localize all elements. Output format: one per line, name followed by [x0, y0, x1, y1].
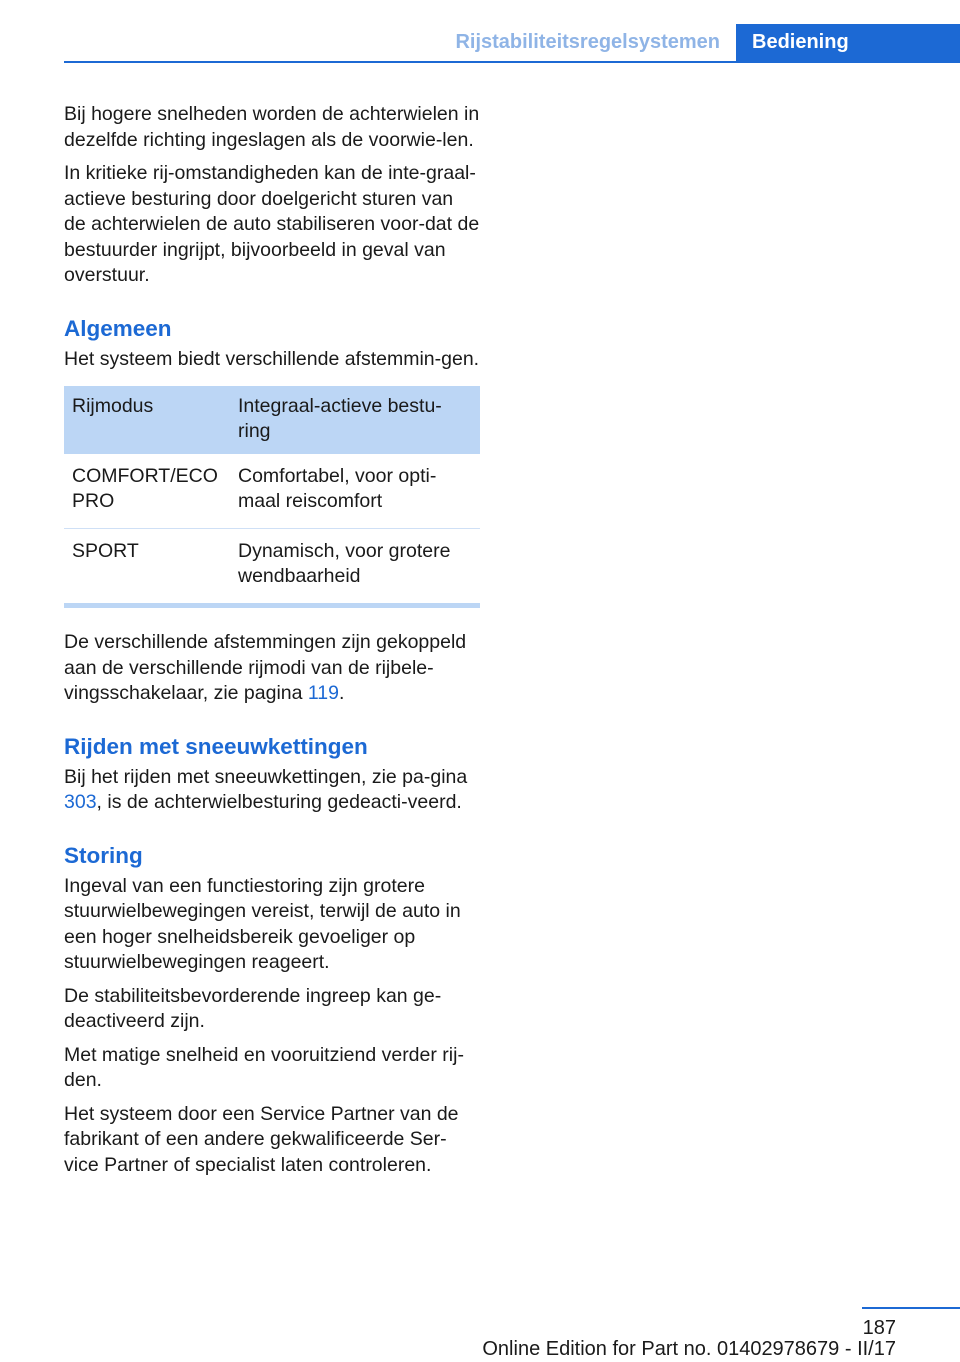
table-header-besturing: Integraal-actieve bestu-ring	[230, 386, 480, 454]
algemeen-paragraph-2-text: De verschillende afstemmingen zijn gekoppeld aan de verschillende rijmodi van de rijbele-vingsschakelaar, zie pagina	[64, 631, 467, 704]
storing-paragraph-1: Ingeval van een functiestoring zijn grotere stuurwielbewegingen vereist, terwijl de auto in een hoger snelheidsbereik gevoeliger op stuurwielbewegingen reageert.	[64, 874, 461, 973]
algemeen-paragraph-2	[64, 630, 480, 707]
sneeuw-paragraph-text: Bij het rijden met sneeuwkettingen, zie pa-gina	[64, 765, 468, 788]
page-link-119[interactable]: 119	[307, 682, 339, 704]
footer-rule	[862, 1307, 960, 1309]
storing-paragraph-2: De stabiliteitsbevorderende ingreep kan ge-deactiveerd zijn.	[64, 984, 442, 1032]
table-header-rijmodus: Rijmodus	[64, 386, 230, 454]
page-number: 187	[862, 1317, 896, 1339]
heading-algemeen: Algemeen	[64, 315, 172, 341]
algemeen-paragraph-1: Het systeem biedt verschillende afstemmin-gen.	[64, 347, 480, 370]
sneeuw-paragraph-end: , is de achterwielbesturing gedeacti-veerd.	[96, 791, 462, 813]
header-section-title: Rijstabiliteitsregelsystemen	[455, 31, 720, 53]
sneeuw-paragraph	[64, 765, 480, 816]
header-chapter-tab[interactable]: Bediening	[736, 24, 960, 61]
edition-note: Online Edition for Part no. 01402978679 - II/17	[482, 1338, 896, 1360]
page-header	[64, 24, 960, 63]
storing-paragraph-3: Met matige snelheid en vooruitziend verder rij-den.	[64, 1043, 464, 1091]
heading-sneeuwkettingen: Rijden met sneeuwkettingen	[64, 733, 368, 759]
intro-paragraph-2: In kritieke rij-omstandigheden kan de inte-graal-actieve besturing door doelgericht sturen van de achterwielen de auto stabiliseren voor-dat de bestuurder ingrijpt, bijvoorbeeld in geval van overstuur.	[64, 162, 480, 286]
driving-mode-table	[64, 386, 480, 608]
intro-paragraph-1: Bij hogere snelheden worden de achterwielen in dezelfde richting ingeslagen als de voorwie-len.	[64, 103, 480, 151]
table-cell-description: Dynamisch, voor grotere wendbaarheid	[230, 529, 480, 606]
table-row	[64, 529, 480, 606]
heading-storing: Storing	[64, 842, 143, 868]
page-content	[64, 102, 480, 1186]
table-cell-description: Comfortabel, voor opti-maal reiscomfort	[230, 454, 480, 529]
page-link-303[interactable]: 303	[64, 791, 97, 813]
table-header-row	[64, 386, 480, 454]
table-cell-mode: SPORT	[64, 529, 230, 606]
algemeen-paragraph-2-end: .	[339, 682, 345, 704]
table-cell-mode: COMFORT/ECO PRO	[64, 454, 230, 529]
storing-paragraph-4: Het systeem door een Service Partner van de fabrikant of een andere gekwalificeerde Ser-vice Partner of specialist laten controleren.	[64, 1102, 459, 1176]
table-row	[64, 454, 480, 529]
